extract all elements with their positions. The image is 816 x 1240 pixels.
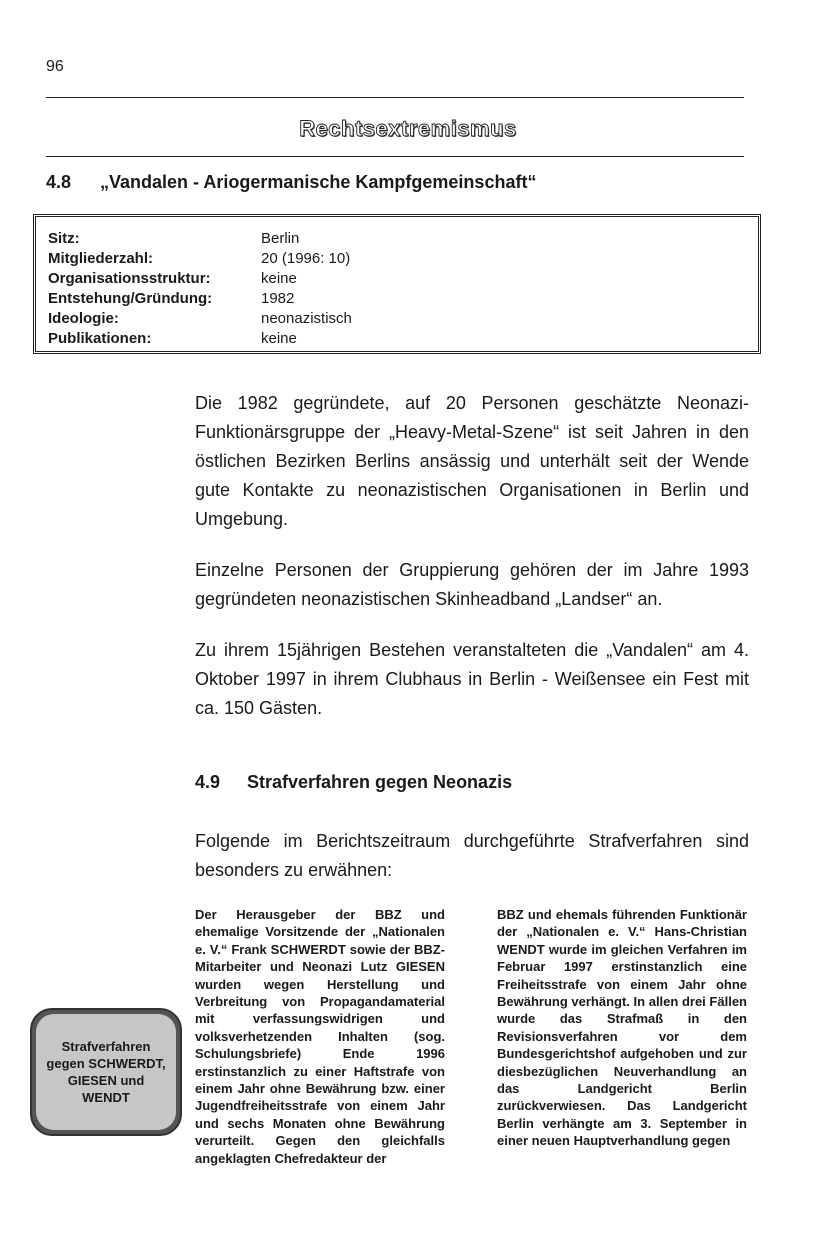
section-intro: Folgende im Berichtszeitraum durchgeführte Strafverfahren sind besonders zu erwähnen: — [195, 831, 749, 880]
info-value: Berlin — [261, 230, 300, 247]
margin-note-label-box — [36, 1014, 176, 1130]
section-heading-4-9 — [195, 772, 512, 793]
body-paragraph: Die 1982 gegründete, auf 20 Personen geschätzte Neonazi-Funktionärsgruppe der „Heavy-Metal-Szene“ ist seit Jahren in den östlichen Bezirken Berlins ansässig und unterhält seit der Wende gute Kontakte zu neonazistischen Organisationen in Berlin und Umgebung. — [195, 393, 749, 529]
margin-note — [30, 1008, 182, 1136]
info-value: keine — [261, 330, 297, 347]
section-number: 4.8 — [46, 172, 72, 192]
info-label: Publikationen: — [48, 330, 152, 347]
margin-note-label: Strafverfahren gegen SCHWERDT, GIESEN und WENDT — [46, 1039, 166, 1105]
info-label: Entstehung/Gründung: — [48, 290, 213, 307]
info-value: keine — [261, 270, 297, 287]
top-rule — [46, 97, 744, 98]
section-title: Strafverfahren gegen Neonazis — [247, 772, 513, 792]
right-column: BBZ und ehemals führenden Funktionär der „Nationalen e. V.“ Hans-Christian WENDT wurde im gleichen Verfahren im Februar 1997 erstinstanzlich eine Freiheitsstrafe von einem Jahr ohne Bewährung verhängt. In allen drei Fällen wurde das Strafmaß in den Revisionsverfahren vor dem Bundesgerichtshof aufgehoben und zur diesbezüglichen Neuverhandlung an das Landgericht Berlin zurückverwiesen. Das Landgericht Berlin verhängte am 3. September in einer neuen Hauptverhandlung gegen — [497, 907, 747, 1149]
body-paragraph: Zu ihrem 15jährigen Bestehen veranstalteten die „Vandalen“ am 4. Oktober 1997 in ihrem Clubhaus in Berlin - Weißensee ein Fest mit ca. 150 Gästen. — [195, 640, 749, 718]
info-value: 20 (1996: 10) — [261, 250, 351, 267]
page-number: 96 — [46, 58, 64, 75]
section-heading-4-8 — [46, 172, 536, 193]
chapter-title: Rechtsextremismus — [299, 116, 517, 141]
section-title: „Vandalen - Ariogermanische Kampfgemeinschaft“ — [100, 172, 537, 192]
info-label: Mitgliederzahl: — [48, 250, 154, 267]
info-label: Ideologie: — [48, 310, 119, 327]
info-value: 1982 — [261, 290, 295, 307]
info-box — [33, 214, 761, 354]
chapter-rule — [46, 156, 744, 157]
section-number: 4.9 — [195, 772, 221, 792]
left-column: Der Herausgeber der BBZ und ehemalige Vorsitzende der „Nationalen e. V.“ Frank SCHWERDT sowie der BBZ-Mitarbeiter und Neonazi Lutz GIESEN wurden wegen Herstellung und Verbreitung von Propagandamaterial mit verfassungswidrigen und volksverhetzenden Inhalten (sog. Schulungsbriefe) Ende 1996 erstinstanzlich zu einer Haftstrafe von einem Jahr ohne Bewährung bzw. einer Jugendfreiheitsstrafe von einem Jahr und sechs Monaten ohne Bewährung verurteilt. Gegen den gleichfalls angeklagten Chefredakteur der — [195, 907, 445, 1166]
info-value: neonazistisch — [261, 310, 352, 327]
body-paragraph: Einzelne Personen der Gruppierung gehören der im Jahre 1993 gegründeten neonazistischen Skinheadband „Landser“ an. — [195, 560, 749, 609]
info-label: Organisationsstruktur: — [48, 270, 211, 287]
info-label: Sitz: — [48, 230, 80, 247]
